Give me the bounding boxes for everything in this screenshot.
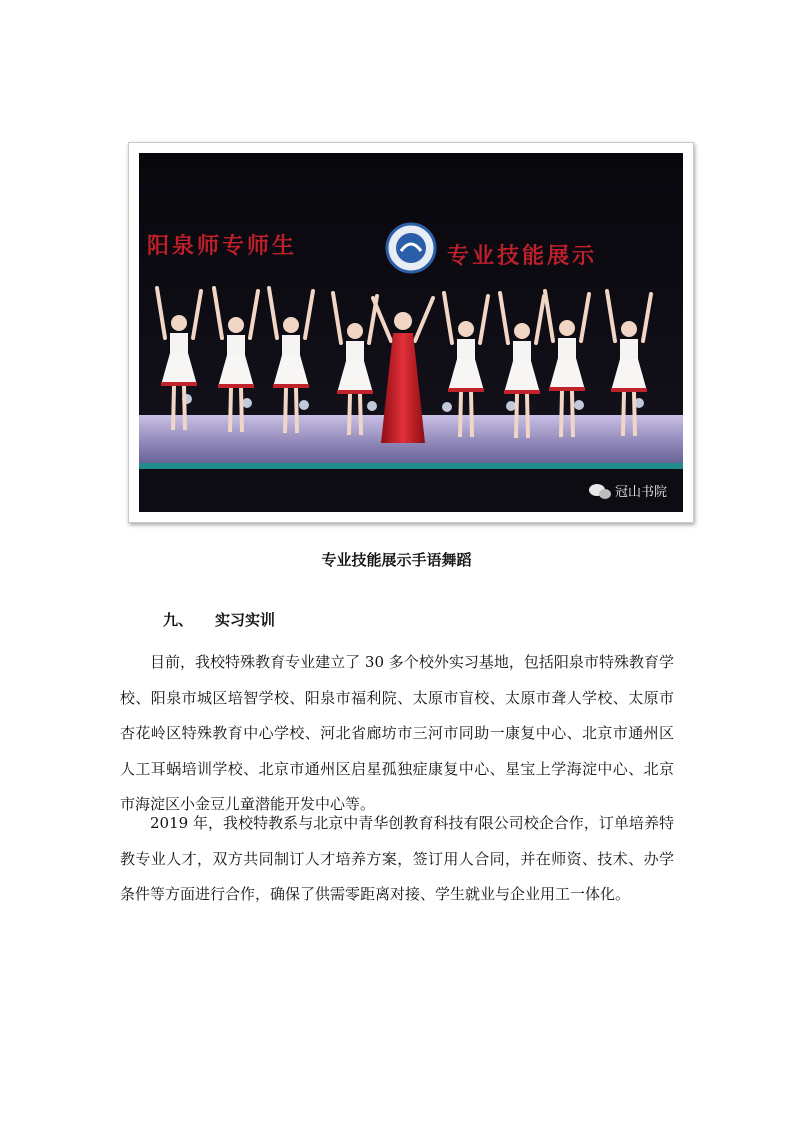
paragraph-internship-bases: 目前，我校特殊教育专业建立了 30 多个校外实习基地，包括阳泉市特殊教育学校、阳泉市城区培智学校、阳泉市福利院、太原市盲校、太原市聋人学校、太原市杏花岭区特殊教育中心学校、河北省廊坊市三河市同助一康复中心、北京市通州区人工耳蜗培训学校、北京市通州区启星孤独症康复中心、星宝上学海淀中心、北京市海淀区小金豆儿童潜能开发中心等。 [120, 653, 674, 813]
section-heading [163, 609, 275, 630]
photo-frame [128, 142, 694, 523]
school-emblem-icon [387, 224, 435, 272]
banner-left-text: 阳泉师专师生 [147, 234, 298, 259]
photo-caption: 专业技能展示手语舞蹈 [321, 551, 472, 569]
watermark-text: 冠山书院 [615, 485, 668, 500]
banner-right-text: 专业技能展示 [447, 244, 598, 269]
paragraph-school-enterprise: 2019 年，我校特教系与北京中青华创教育科技有限公司校企合作，订单培养特教专业人才，双方共同制订人才培养方案，签订用人合同，并在师资、技术、办学条件等方面进行合作，确保了供需零距离对接、学生就业与企业用工一体化。 [120, 814, 674, 903]
section-title: 实习实训 [215, 611, 276, 629]
performance-photo [139, 153, 683, 512]
section-number: 九、 [163, 611, 194, 629]
